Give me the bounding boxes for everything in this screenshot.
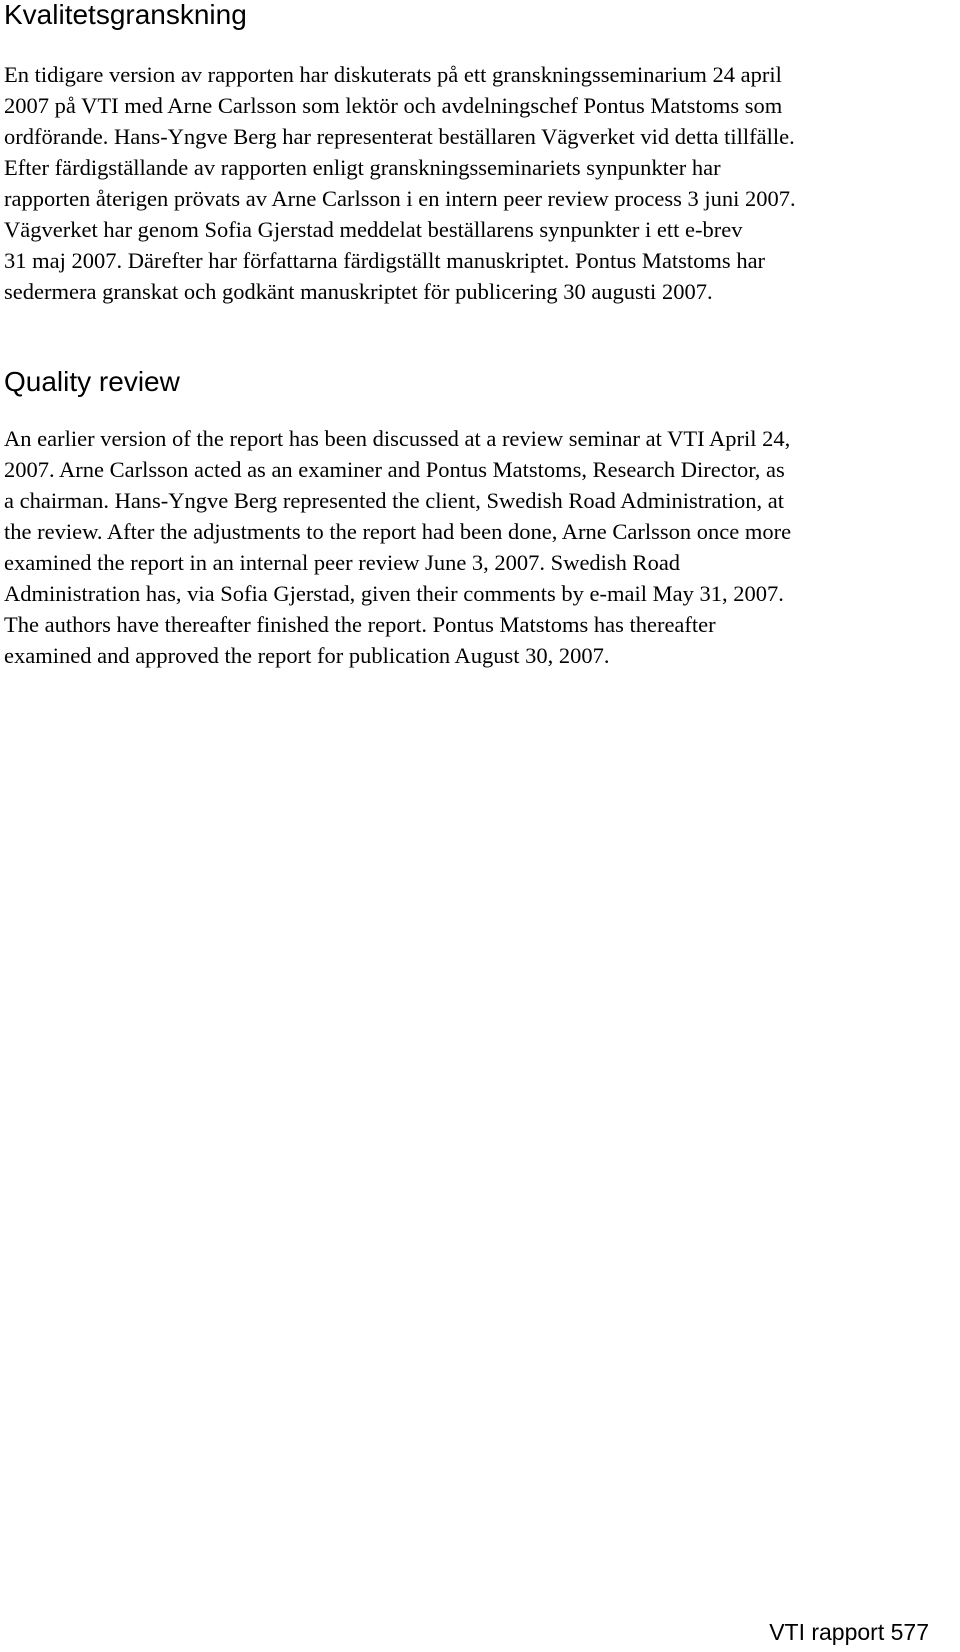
paragraph-line: En tidigare version av rapporten har diskuterats på ett granskningsseminarium 24 april bbox=[4, 62, 782, 87]
section-heading-swedish: Kvalitetsgranskning bbox=[4, 0, 247, 30]
paragraph-swedish bbox=[4, 59, 934, 307]
paragraph-line: Vägverket har genom Sofia Gjerstad meddelat beställarens synpunkter i ett e-brev bbox=[4, 217, 743, 242]
paragraph-english bbox=[4, 423, 934, 671]
paragraph-line: a chairman. Hans-Yngve Berg represented the client, Swedish Road Administration, at bbox=[4, 488, 785, 513]
paragraph-line: Efter färdigställande av rapporten enligt granskningsseminariets synpunkter har bbox=[4, 155, 721, 180]
paragraph-line: examined the report in an internal peer review June 3, 2007. Swedish Road bbox=[4, 550, 681, 575]
paragraph-line: The authors have thereafter finished the report. Pontus Matstoms has thereafter bbox=[4, 612, 716, 637]
section-heading-english: Quality review bbox=[4, 366, 180, 397]
paragraph-line: the review. After the adjustments to the report had been done, Arne Carlsson once more bbox=[4, 519, 792, 544]
paragraph-line: 2007. Arne Carlsson acted as an examiner and Pontus Matstoms, Research Director, as bbox=[4, 457, 785, 482]
paragraph-line: rapporten återigen prövats av Arne Carlsson i en intern peer review process 3 juni 2007. bbox=[4, 186, 796, 211]
paragraph-line: 2007 på VTI med Arne Carlsson som lektör och avdelningschef Pontus Matstoms som bbox=[4, 93, 783, 118]
paragraph-line: ordförande. Hans-Yngve Berg har representerat beställaren Vägverket vid detta tillfälle. bbox=[4, 124, 795, 149]
paragraph-line: sedermera granskat och godkänt manuskriptet för publicering 30 augusti 2007. bbox=[4, 279, 713, 304]
paragraph-line: examined and approved the report for publication August 30, 2007. bbox=[4, 643, 610, 668]
page-footer: VTI rapport 577 bbox=[769, 1619, 929, 1645]
paragraph-line: 31 maj 2007. Därefter har författarna färdigställt manuskriptet. Pontus Matstoms har bbox=[4, 248, 766, 273]
paragraph-line: An earlier version of the report has been discussed at a review seminar at VTI April 24, bbox=[4, 426, 791, 451]
paragraph-line: Administration has, via Sofia Gjerstad, given their comments by e-mail May 31, 2007. bbox=[4, 581, 784, 606]
